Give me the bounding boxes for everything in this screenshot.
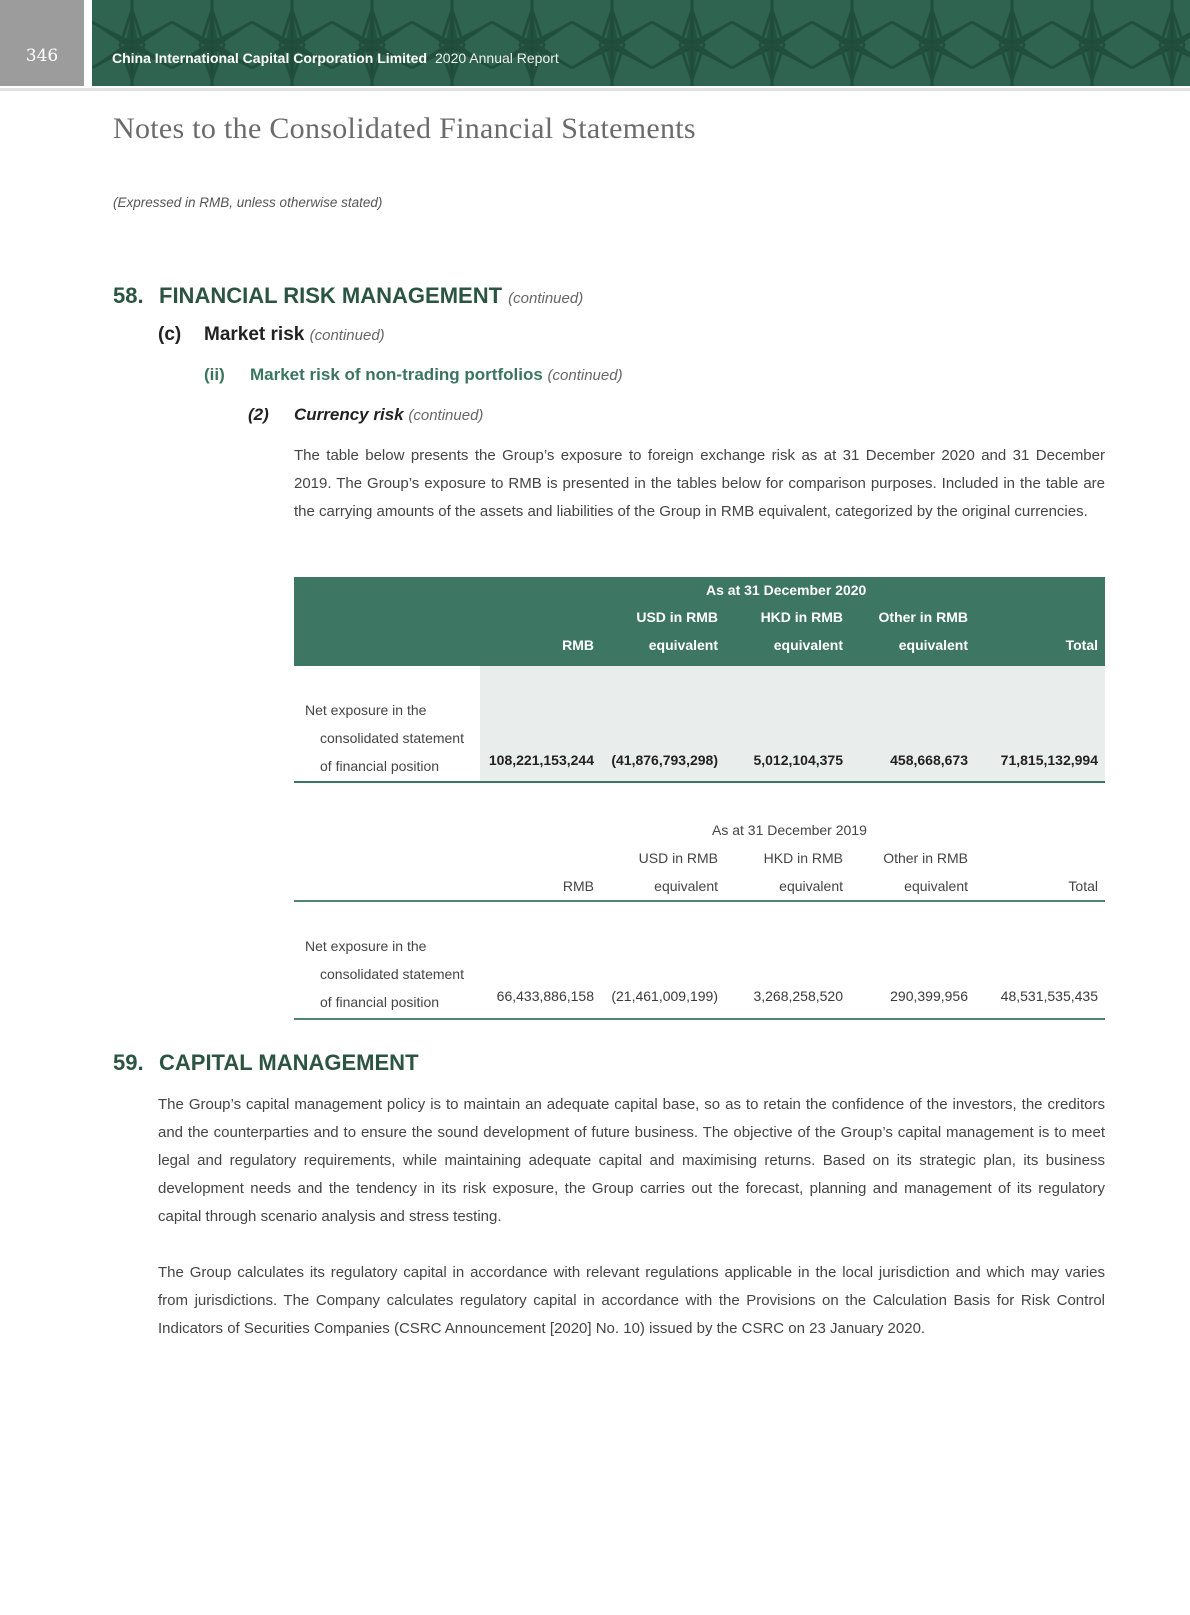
intro-paragraph: The table below presents the Group’s exposure to foreign exchange risk as at 31 December 2020 and 31 December 2019. The Group’s exposure to RMB is presented in the tables below for comparison purposes. Included in the table are the carrying amounts of the assets and liabilities of the Group in RMB equivalent, categorized by the original currencies. [294, 447, 1105, 520]
report-name: 2020 Annual Report [435, 50, 559, 66]
col-header-hkd-line2: equivalent [773, 637, 843, 653]
continued-label: (continued) [408, 407, 484, 424]
col-header-rmb: RMB [562, 637, 594, 653]
header-gap [84, 0, 92, 88]
row-label-line2: consolidated statement [320, 730, 464, 746]
value-usd: (21,461,009,199) [611, 988, 718, 1004]
value-usd: (41,876,793,298) [611, 752, 718, 768]
page-title: Notes to the Consolidated Financial Statements [113, 112, 696, 145]
capital-paragraph-2: The Group calculates its regulatory capital in accordance with relevant regulations applicable in the local jurisdiction and which may varies from jurisdictions. The Company calculates regulatory capital in accordance with the Provisions on the Calculation Basis for Risk Control Indicators of Securities Companies (CSRC Announcement [2020] No. 10) issued by the CSRC on 23 January 2020. [158, 1264, 1105, 1337]
table-2020-body [294, 666, 1105, 783]
value-hkd: 3,268,258,520 [753, 988, 843, 1004]
period-label: As at 31 December 2020 [706, 582, 867, 598]
col-header-hkd-line1: HKD in RMB [760, 609, 843, 625]
subsection-number: (ii) [204, 365, 225, 384]
col-header-total: Total [1068, 878, 1098, 894]
table-bottom-rule [294, 1018, 1105, 1020]
section-number: 59. [113, 1050, 144, 1075]
table-row [294, 752, 1105, 780]
continued-label: (continued) [309, 327, 385, 344]
table-2020-header [294, 577, 1105, 666]
value-other: 458,668,673 [890, 752, 968, 768]
subsection-title: Market risk [204, 324, 305, 345]
section-59-heading [113, 1050, 419, 1076]
header-band [92, 0, 1190, 86]
row-label-line3: of financial position [320, 758, 440, 774]
header-text [112, 50, 559, 66]
subsection-ii-heading [204, 365, 623, 385]
period-label: As at 31 December 2019 [712, 822, 867, 838]
row-label-line1: Net exposure in the [305, 938, 427, 954]
section-number: 58. [113, 283, 144, 308]
value-total: 71,815,132,994 [1000, 752, 1098, 768]
col-header-hkd-line1: HKD in RMB [763, 850, 843, 866]
value-other: 290,399,956 [890, 988, 968, 1004]
page-number: 346 [0, 0, 84, 86]
table-2019-header [294, 818, 1105, 902]
col-header-other-line2: equivalent [904, 878, 968, 894]
continued-label: (continued) [547, 367, 623, 384]
subsection-title: Market risk of non-trading portfolios [250, 365, 543, 384]
table-row [294, 988, 1105, 1016]
col-header-other-line1: Other in RMB [883, 850, 968, 866]
table-bottom-rule [294, 781, 1105, 783]
col-header-usd-line1: USD in RMB [636, 609, 718, 625]
section-title: CAPITAL MANAGEMENT [159, 1050, 419, 1075]
row-label-line1: Net exposure in the [305, 702, 427, 718]
subsection-title: Currency risk [294, 405, 404, 424]
value-hkd: 5,012,104,375 [753, 752, 843, 768]
company-name: China International Capital Corporation Limited [112, 50, 428, 66]
header-divider [0, 88, 1190, 91]
value-rmb: 66,433,886,158 [496, 988, 594, 1004]
col-header-other-line2: equivalent [898, 637, 968, 653]
col-header-usd-line1: USD in RMB [638, 850, 718, 866]
col-header-usd-line2: equivalent [648, 637, 718, 653]
row-label-line3: of financial position [320, 994, 440, 1010]
header-pattern [92, 0, 1190, 86]
col-header-hkd-line2: equivalent [779, 878, 843, 894]
value-rmb: 108,221,153,244 [488, 752, 594, 768]
continued-label: (continued) [508, 290, 584, 307]
col-header-rmb: RMB [562, 878, 594, 894]
capital-paragraph-1: The Group’s capital management policy is to maintain an adequate capital base, so as to retain the confidence of the investors, the creditors and the counterparties and to ensure the sound development of future business. The objective of the Group’s capital management is to meet legal and regulatory requirements, while maintaining adequate capital and maximising returns. Based on its strategic plan, its business development needs and the tendency in its risk exposure, the Group carries out the forecast, planning and management of its regulatory capital through scenario analysis and stress testing. [158, 1096, 1105, 1225]
section-title: FINANCIAL RISK MANAGEMENT [159, 283, 503, 308]
section-58-heading [113, 283, 583, 309]
col-header-other-line1: Other in RMB [878, 609, 968, 625]
subsection-c-heading [158, 324, 385, 346]
row-label-line2: consolidated statement [320, 966, 464, 982]
subsection-number: (2) [248, 405, 269, 424]
subsection-2-heading [248, 405, 483, 425]
col-header-total: Total [1065, 637, 1098, 653]
expressed-note: (Expressed in RMB, unless otherwise stated) [113, 195, 383, 210]
value-total: 48,531,535,435 [1000, 988, 1098, 1004]
subsection-number: (c) [158, 324, 182, 345]
col-header-usd-line2: equivalent [654, 878, 718, 894]
table-2019-body [294, 902, 1105, 1020]
